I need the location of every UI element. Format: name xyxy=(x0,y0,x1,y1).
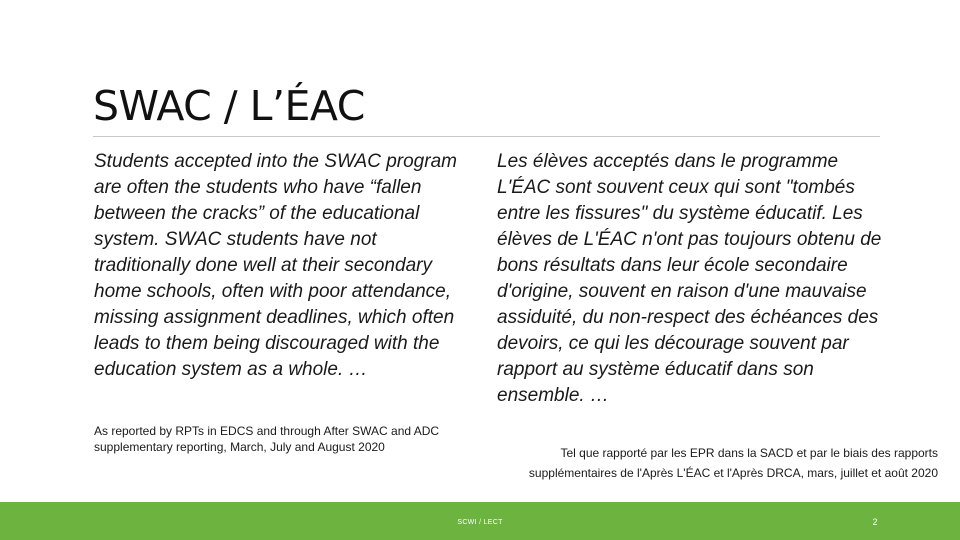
slide-title: SWAC / L’ÉAC xyxy=(93,82,365,130)
english-body-text: Students accepted into the SWAC program are often the students who have “fallen between the cracks” of the educational system. SWAC students have not traditionally done well at their secondary home schools, often with poor attendance, missing assignment deadlines, which often leads to them being discouraged with the education system as a whole. … xyxy=(94,151,457,380)
title-divider xyxy=(93,136,880,137)
english-source-note: As reported by RPTs in EDCS and through After SWAC and ADC supplementary reporting, March, July and August 2020 xyxy=(94,424,440,454)
footer-label: SCWI / LECT xyxy=(457,519,503,526)
french-source-note: Tel que rapporté par les EPR dans la SACD et par le biais des rapports supplémentaires de l'Après L'ÉAC et l'Après DRCA, mars, juillet et août 2020 xyxy=(528,446,938,480)
page-number: 2 xyxy=(872,517,878,527)
french-body-text: Les élèves acceptés dans le programme L'ÉAC sont souvent ceux qui sont "tombés entre les fissures" du système éducatif. Les élèves de L'ÉAC n'ont pas toujours obtenu de bons résultats dans leur école secondaire d'origine, souvent en raison d'une mauvaise assiduité, du non-respect des échéances des devoirs, ce qui les décourage souvent par rapport au système éducatif dans son ensemble. … xyxy=(497,151,882,406)
